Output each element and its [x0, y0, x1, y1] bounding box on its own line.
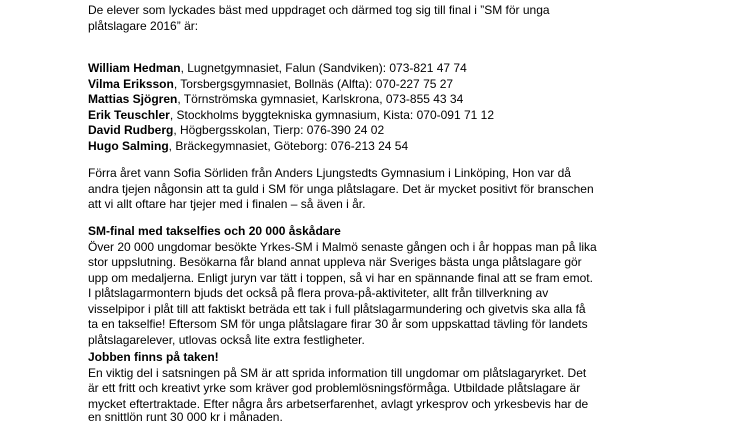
finalist-detail: , Törnströmska gymnasiet, Karlskrona, 073-855 43 34: [177, 92, 464, 106]
finalist-name: William Hedman: [88, 61, 181, 75]
finalist-item: [88, 77, 453, 93]
section2-heading: Jobben finns på taken!: [88, 350, 219, 364]
finalist-detail: , Stockholms byggtekniska gymnasium, Kista: 070-091 71 12: [169, 107, 494, 122]
finalist-detail: , Bräckegymnasiet, Göteborg: 076-213 24 54: [168, 138, 409, 153]
section2-line-4: en snittlön runt 30 000 kr i månaden.: [88, 410, 283, 424]
section1-line-1: Över 20 000 ungdomar besökte Yrkes-SM i Malmö senaste gången och i år hoppas man på lika: [88, 239, 597, 254]
finalist-item: [88, 61, 467, 77]
section1-heading: SM-final med takselfies och 20 000 åskådare: [88, 224, 341, 238]
last-year-line-3: att vi allt oftare har tjejer med i finalen – så även i år.: [88, 197, 366, 211]
finalist-name: Vilma Eriksson: [88, 76, 174, 91]
section1-line-5: visselpipor i plåt till att faktiskt beträda ett tak i full plåtslagarmundering och givetvis ska alla få: [88, 301, 586, 316]
section2-line-1: En viktig del i satsningen på SM är att sprida information till ungdomar om plåtslagaryrket. Det: [88, 365, 587, 380]
section2-line-3: mycket eftertraktade. Efter några års arbetserfarenhet, avlagt yrkesprov och yrkesbevis har de: [88, 396, 589, 411]
last-year-line-2: andra tjejen någonsin att ta guld i SM för unga plåtslagare. Det är mycket positivt för branschen: [88, 181, 594, 196]
finalist-detail: , Torsbergsgymnasiet, Bollnäs (Alfta): 070-227 75 27: [173, 76, 454, 91]
last-year-line-1: Förra året vann Sofia Sörliden från Anders Ljungstedts Gymnasium i Linköping, Hon var då: [88, 166, 571, 180]
finalist-name: David Rudberg: [88, 123, 174, 137]
section1-line-6: ta en takselfie! Eftersom SM för unga plåtslagare firar 30 år som uppskattad tävling för landets: [88, 317, 588, 331]
intro-line-2: plåtslagare 2016” är:: [88, 18, 199, 33]
finalist-item: [88, 92, 463, 108]
section1-line-7: plåtslagarelever, utlovas också lite extra festligheter.: [88, 332, 365, 347]
finalist-detail: , Högbergsskolan, Tierp: 076-390 24 02: [173, 123, 385, 137]
finalist-item: [88, 139, 408, 155]
finalist-item: [88, 108, 494, 124]
finalist-name: Hugo Salming: [88, 138, 169, 153]
section2-line-2: är ett fritt och kreativt yrke som kräver god problemlösningsförmåga. Utbildade plåtslagare är: [88, 381, 581, 395]
intro-line-1: De elever som lyckades bäst med uppdraget och därmed tog sig till final i ”SM för unga: [88, 3, 550, 17]
finalist-name: Mattias Sjögren: [88, 92, 178, 106]
section1-line-2: stor uppslutning. Besökarna får bland annat uppleva när Sveriges bästa unga plåtslagare gör: [88, 255, 582, 269]
finalist-item: [88, 123, 384, 139]
finalist-name: Erik Teuschler: [88, 107, 170, 122]
section1-line-3: upp om medaljerna. Enligt juryn var tätt i toppen, så vi har en spännande final att se fram emot.: [88, 270, 593, 285]
section1-line-4: I plåtslagarmontern bjuds det också på flera prova-på-aktiviteter, allt från tillverkning av: [88, 286, 549, 300]
finalist-detail: , Lugnetgymnasiet, Falun (Sandviken): 073-821 47 74: [180, 61, 467, 75]
